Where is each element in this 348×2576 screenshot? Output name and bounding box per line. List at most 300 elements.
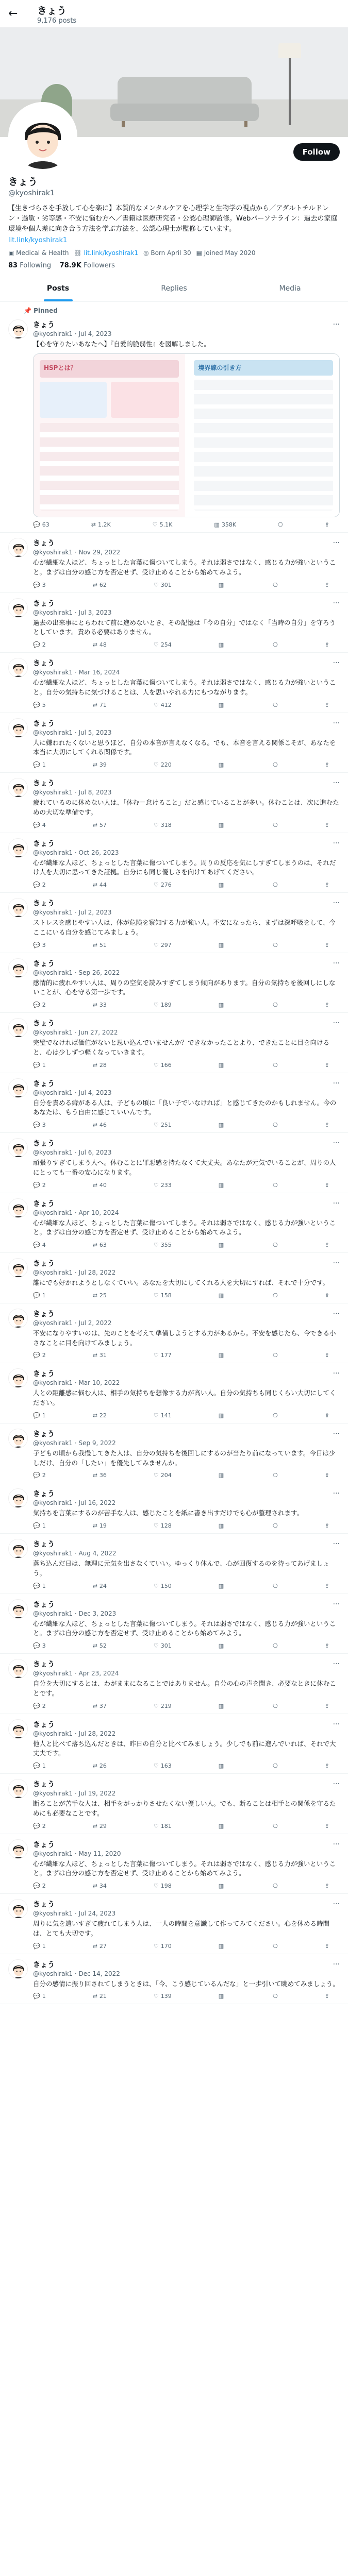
share-button[interactable] — [325, 1762, 329, 1769]
tweet[interactable] — [0, 1423, 348, 1484]
bookmark-icon: ⎔ — [273, 581, 278, 588]
infographic-left[interactable]: HSPとは？ — [34, 354, 185, 517]
tweet-avatar[interactable] — [8, 1839, 28, 1859]
tweet[interactable] — [0, 593, 348, 653]
bookmark-button[interactable] — [273, 1182, 278, 1189]
more-options-icon[interactable]: ··· — [333, 1019, 340, 1028]
repost-button[interactable]: ⇄ 52 — [92, 1642, 107, 1650]
reply-button[interactable]: 💬 2 — [33, 641, 46, 649]
share-button[interactable] — [325, 702, 329, 708]
tweet[interactable] — [0, 1654, 348, 1714]
tweet[interactable] — [0, 1133, 348, 1193]
repost-button[interactable]: ⇄ 44 — [92, 882, 107, 889]
tweet[interactable] — [0, 314, 348, 533]
repost-button[interactable]: ⇄ 26 — [92, 1762, 107, 1770]
tweet-avatar[interactable] — [8, 598, 28, 618]
tweet-avatar[interactable] — [8, 1198, 28, 1218]
reply-button[interactable]: 💬 1 — [33, 1582, 46, 1589]
bookmark-button[interactable] — [273, 1472, 278, 1479]
share-button[interactable] — [325, 882, 329, 888]
tweet-actions — [33, 1703, 340, 1709]
tweet-author-name[interactable]: きょう — [33, 1840, 55, 1849]
like-button[interactable]: ♡ 166 — [153, 1061, 172, 1069]
tweet-author-name[interactable]: きょう — [33, 599, 55, 608]
views-button[interactable] — [219, 1352, 226, 1359]
tab-replies[interactable]: Replies — [161, 284, 187, 293]
views-button[interactable] — [219, 1182, 226, 1189]
more-options-icon[interactable]: ··· — [333, 1489, 340, 1498]
tweet-avatar[interactable] — [8, 538, 28, 557]
like-button[interactable]: ♡ 318 — [153, 821, 172, 828]
bookmark-button[interactable] — [273, 1583, 278, 1589]
briefcase-icon: ▣ — [8, 249, 16, 257]
share-button[interactable] — [325, 1823, 329, 1829]
more-options-icon[interactable]: ··· — [333, 1840, 340, 1849]
repost-button[interactable]: ⇄ 57 — [92, 821, 107, 828]
share-button[interactable] — [325, 1062, 329, 1069]
views-button[interactable] — [219, 1242, 226, 1248]
tweet[interactable] — [0, 833, 348, 893]
reply-button[interactable]: 💬 2 — [33, 1352, 46, 1359]
tweet-handle-date: @kyoshirak1 · Jul 24, 2023 — [33, 1910, 116, 1918]
share-button[interactable] — [325, 822, 329, 828]
tweet-author-name[interactable]: きょう — [33, 1310, 55, 1318]
bookmark-button[interactable] — [273, 1352, 278, 1359]
tweet[interactable] — [0, 713, 348, 773]
share-icon: ⇪ — [324, 1292, 329, 1299]
views-button[interactable] — [219, 1823, 226, 1829]
tweet[interactable] — [0, 1073, 348, 1133]
tweet-avatar[interactable] — [8, 1599, 28, 1619]
pinned-label: 📌 Pinned — [24, 307, 58, 315]
more-options-icon[interactable]: ··· — [333, 779, 340, 788]
tweet[interactable] — [0, 1834, 348, 1894]
meta-category: ▣ Medical & Health — [8, 249, 69, 257]
more-options-icon[interactable]: ··· — [333, 1540, 340, 1549]
bookmark-button[interactable] — [273, 1292, 278, 1299]
like-button[interactable]: ♡ 128 — [153, 1522, 172, 1530]
bookmark-button[interactable] — [273, 641, 278, 648]
bookmark-button[interactable] — [273, 1002, 278, 1008]
share-button[interactable] — [325, 1242, 329, 1248]
repost-button[interactable]: ⇄ 1.2K — [91, 521, 111, 529]
repost-button[interactable]: ⇄ 37 — [92, 1702, 107, 1709]
tweet[interactable] — [0, 533, 348, 593]
repost-icon: ⇄ — [92, 761, 97, 769]
views-button[interactable] — [219, 1943, 226, 1950]
tweet-author-name[interactable]: きょう — [33, 321, 55, 330]
reply-button[interactable]: 💬 3 — [33, 581, 46, 588]
tweet-avatar[interactable] — [8, 1309, 28, 1328]
reply-button[interactable]: 💬 3 — [33, 1122, 46, 1129]
tweet-author-name[interactable]: きょう — [33, 719, 55, 728]
share-button[interactable] — [325, 1292, 329, 1299]
repost-icon: ⇄ — [92, 1352, 97, 1359]
reply-button[interactable]: 💬 5 — [33, 701, 46, 708]
like-button[interactable]: ♡ 254 — [153, 641, 172, 649]
tweet-actions — [33, 882, 340, 888]
tweet-author-name[interactable]: きょう — [33, 659, 55, 668]
more-options-icon[interactable]: ··· — [333, 659, 340, 668]
share-button[interactable] — [325, 1352, 329, 1359]
tweet[interactable] — [0, 1774, 348, 1834]
tweet[interactable] — [0, 1483, 348, 1534]
more-options-icon[interactable]: ··· — [333, 839, 340, 848]
bookmark-button[interactable] — [273, 1762, 278, 1769]
tweet-actions — [33, 1182, 340, 1189]
like-button[interactable]: ♡ 276 — [153, 882, 172, 889]
views-button[interactable] — [219, 761, 226, 768]
reply-button[interactable]: 💬 2 — [33, 882, 46, 889]
tab-media[interactable]: Media — [279, 284, 301, 293]
repost-button[interactable]: ⇄ 71 — [92, 701, 107, 708]
tweet[interactable] — [0, 1363, 348, 1423]
share-icon: ⇪ — [324, 1122, 329, 1129]
heart-icon: ♡ — [153, 761, 159, 769]
tweet-avatar[interactable] — [8, 1719, 28, 1739]
tweet-handle-date: @kyoshirak1 · Sep 26, 2022 — [33, 969, 120, 976]
repost-button[interactable]: ⇄ 24 — [92, 1582, 107, 1589]
tweet-avatar[interactable] — [8, 1078, 28, 1098]
tweet-author-name[interactable]: きょう — [33, 539, 55, 548]
tweet[interactable] — [0, 1894, 348, 1954]
bookmark-icon: ⎔ — [273, 1122, 278, 1129]
share-button[interactable] — [325, 1412, 329, 1419]
more-options-icon[interactable]: ··· — [333, 1720, 340, 1728]
like-button[interactable]: ♡ 355 — [153, 1242, 172, 1249]
tweet-author-name[interactable]: きょう — [33, 1140, 55, 1148]
tweet-author-name[interactable]: きょう — [33, 839, 55, 848]
repost-icon: ⇄ — [92, 1993, 97, 2000]
repost-button[interactable]: ⇄ 31 — [92, 1352, 107, 1359]
more-options-icon[interactable]: ··· — [333, 1079, 340, 1088]
reply-button[interactable]: 💬 4 — [33, 1242, 46, 1249]
views-button[interactable] — [219, 1002, 226, 1008]
tweet-text: 人に嫌われたくないと思うほど、自分の本音が言えなくなる。でも、本音を言える関係こそが、あなたを本当に大切にしてくれる関係です。 — [33, 738, 336, 756]
like-button[interactable]: ♡ 220 — [153, 761, 172, 769]
tweet-author-name[interactable]: きょう — [33, 1079, 55, 1088]
reply-button[interactable]: 💬 4 — [33, 821, 46, 828]
tweet-author-name[interactable]: きょう — [33, 1260, 55, 1268]
repost-button[interactable]: ⇄ 22 — [92, 1412, 107, 1419]
views-button[interactable] — [219, 1583, 226, 1589]
bookmark-button[interactable] — [273, 1062, 278, 1069]
bookmark-button[interactable] — [273, 1642, 278, 1649]
more-options-icon[interactable]: ··· — [333, 1600, 340, 1608]
share-button[interactable] — [325, 1943, 329, 1950]
tweet-author-name[interactable]: きょう — [33, 1600, 55, 1609]
like-button[interactable]: ♡ 233 — [153, 1181, 172, 1189]
reply-button[interactable]: 💬 1 — [33, 1292, 46, 1299]
tweet-author-name[interactable]: きょう — [33, 900, 55, 908]
repost-button[interactable]: ⇄ 48 — [92, 641, 107, 649]
views-button[interactable] — [219, 1122, 226, 1128]
more-options-icon[interactable]: ··· — [333, 1139, 340, 1148]
tweet-avatar[interactable] — [8, 1368, 28, 1388]
repost-button[interactable]: ⇄ 62 — [92, 581, 107, 588]
reply-button[interactable]: 💬 1 — [33, 1993, 46, 2000]
views-button[interactable] — [219, 882, 226, 888]
like-button[interactable]: ♡ 301 — [153, 1642, 172, 1650]
tweet-avatar[interactable] — [8, 1258, 28, 1278]
share-button[interactable] — [325, 1703, 329, 1709]
repost-button[interactable]: ⇄ 40 — [92, 1181, 107, 1189]
reply-button[interactable]: 💬 2 — [33, 1002, 46, 1009]
share-button[interactable] — [325, 1583, 329, 1589]
tweet-author-name[interactable]: きょう — [33, 1540, 55, 1549]
tweet-avatar[interactable] — [8, 1899, 28, 1919]
reply-button[interactable]: 💬 1 — [33, 1522, 46, 1530]
more-options-icon[interactable]: ··· — [333, 599, 340, 607]
heart-icon: ♡ — [153, 1242, 159, 1249]
bookmark-button[interactable] — [273, 702, 278, 708]
like-button[interactable]: ♡ 297 — [153, 941, 172, 948]
tweet-body — [33, 319, 340, 528]
tweet-avatar[interactable] — [8, 778, 28, 798]
reply-button[interactable]: 💬 2 — [33, 1883, 46, 1890]
follow-button[interactable]: Follow — [293, 143, 340, 161]
tweet[interactable] — [0, 1013, 348, 1073]
tweet-avatar[interactable] — [8, 1959, 28, 1979]
like-button[interactable]: ♡ 158 — [153, 1292, 172, 1299]
like-button[interactable]: ♡ 204 — [153, 1472, 172, 1479]
reply-button[interactable]: 💬 63 — [33, 521, 49, 529]
like-button[interactable]: ♡ 170 — [153, 1942, 172, 1950]
tweet[interactable] — [0, 773, 348, 833]
views-button[interactable] — [219, 1522, 226, 1529]
repost-button[interactable]: ⇄ 33 — [92, 1002, 107, 1009]
reply-button[interactable]: 💬 2 — [33, 1702, 46, 1709]
tweet-avatar[interactable] — [8, 898, 28, 918]
tweet[interactable] — [0, 1303, 348, 1364]
repost-button[interactable]: ⇄ 27 — [92, 1942, 107, 1950]
tweet[interactable] — [0, 1193, 348, 1253]
more-options-icon[interactable]: ··· — [333, 1369, 340, 1378]
like-button[interactable]: ♡ 301 — [153, 581, 172, 588]
bookmark-button[interactable] — [273, 1943, 278, 1950]
tweet-author-name[interactable]: きょう — [33, 1199, 55, 1208]
reply-button[interactable]: 💬 2 — [33, 1822, 46, 1829]
tweet[interactable] — [0, 1954, 348, 2005]
more-options-icon[interactable]: ··· — [333, 899, 340, 908]
share-button[interactable] — [325, 1993, 329, 1999]
tweet-author-name[interactable]: きょう — [33, 1901, 55, 1909]
tweet-author-name[interactable]: きょう — [33, 1370, 55, 1379]
repost-button[interactable]: ⇄ 25 — [92, 1292, 107, 1299]
views-button[interactable] — [219, 641, 226, 648]
like-button[interactable]: ♡ 5.1K — [152, 521, 173, 529]
repost-button[interactable]: ⇄ 63 — [92, 1242, 107, 1249]
more-options-icon[interactable]: ··· — [333, 1429, 340, 1438]
tweet[interactable] — [0, 1253, 348, 1303]
reply-button[interactable]: 💬 1 — [33, 761, 46, 769]
reply-button[interactable]: 💬 1 — [33, 1942, 46, 1950]
tweet-image[interactable] — [33, 353, 340, 517]
more-options-icon[interactable]: ··· — [333, 320, 340, 329]
tweet-author-name[interactable]: きょう — [33, 1430, 55, 1438]
like-button[interactable]: ♡ 163 — [153, 1762, 172, 1770]
profile-bio-link[interactable]: lit.link/kyoshirak1 — [8, 236, 68, 245]
share-button[interactable] — [325, 1122, 329, 1128]
reply-button[interactable]: 💬 3 — [33, 941, 46, 948]
like-button[interactable]: ♡ 181 — [153, 1822, 172, 1829]
followers-count[interactable]: 78.9K Followers — [59, 262, 115, 270]
reply-button[interactable]: 💬 3 — [33, 1642, 46, 1650]
bookmark-button[interactable] — [273, 882, 278, 888]
share-button[interactable] — [325, 1642, 329, 1649]
tweet-avatar[interactable] — [8, 958, 28, 978]
views-icon: ▥ — [218, 1993, 224, 2000]
like-button[interactable]: ♡ 141 — [153, 1412, 172, 1419]
bookmark-button[interactable] — [273, 1823, 278, 1829]
tweet[interactable] — [0, 1534, 348, 1594]
views-button[interactable] — [219, 1993, 226, 1999]
more-options-icon[interactable]: ··· — [333, 1199, 340, 1208]
bookmark-button[interactable] — [273, 1242, 278, 1248]
bookmark-button[interactable] — [273, 761, 278, 768]
tweet-author-name[interactable]: きょう — [33, 1781, 55, 1789]
reply-button[interactable]: 💬 1 — [33, 1762, 46, 1770]
like-button[interactable]: ♡ 219 — [153, 1702, 172, 1709]
tweet-avatar[interactable] — [8, 838, 28, 858]
tweet-author-name[interactable]: きょう — [33, 959, 55, 968]
tweet-avatar[interactable] — [8, 1488, 28, 1508]
tweet-text: 周りに気を遣いすぎて疲れてしまう人は、一人の時間を意識して作ってみてください。心を休める時間は、とても大切です。 — [33, 1920, 330, 1937]
tweet-author-name[interactable]: きょう — [33, 1660, 55, 1669]
share-button[interactable] — [325, 942, 329, 948]
reply-button[interactable]: 💬 1 — [33, 1061, 46, 1069]
tweet[interactable] — [0, 653, 348, 713]
share-button[interactable] — [325, 1182, 329, 1189]
more-options-icon[interactable]: ··· — [333, 1309, 340, 1318]
views-button[interactable] — [219, 1883, 226, 1889]
repost-icon: ⇄ — [92, 1122, 97, 1129]
share-button[interactable] — [325, 761, 329, 768]
like-button[interactable]: ♡ 139 — [153, 1993, 172, 2000]
like-button[interactable]: ♡ 198 — [153, 1883, 172, 1890]
bookmark-button[interactable] — [278, 521, 283, 528]
bookmark-button[interactable] — [273, 822, 278, 828]
views-button[interactable] — [219, 1642, 226, 1649]
following-count[interactable]: 83 Following — [8, 262, 52, 270]
more-options-icon[interactable]: ··· — [333, 539, 340, 548]
like-button[interactable]: ♡ 412 — [153, 701, 172, 708]
bookmark-button[interactable] — [273, 1993, 278, 1999]
reply-button[interactable]: 💬 2 — [33, 1181, 46, 1189]
tweet-author-name[interactable]: きょう — [33, 1490, 55, 1499]
tweet[interactable] — [0, 1714, 348, 1774]
tweet-author-name[interactable]: きょう — [33, 1720, 55, 1729]
tweet-avatar[interactable] — [8, 1539, 28, 1558]
tweet-author-name[interactable]: きょう — [33, 1020, 55, 1028]
more-options-icon[interactable]: ··· — [333, 719, 340, 727]
views-button[interactable] — [219, 1703, 226, 1709]
tweet-avatar[interactable] — [8, 319, 28, 339]
more-options-icon[interactable]: ··· — [333, 1660, 340, 1669]
views-button[interactable] — [219, 582, 226, 588]
more-options-icon[interactable]: ··· — [333, 1259, 340, 1268]
tweet-avatar[interactable] — [8, 1018, 28, 1038]
tweet[interactable] — [0, 953, 348, 1013]
bookmark-button[interactable] — [273, 1883, 278, 1889]
bookmark-button[interactable] — [273, 1122, 278, 1128]
bookmark-button[interactable] — [273, 582, 278, 588]
views-button[interactable] — [219, 702, 226, 708]
back-arrow-icon[interactable]: ← — [8, 7, 18, 20]
views-button[interactable] — [219, 1762, 226, 1769]
like-button[interactable]: ♡ 251 — [153, 1122, 172, 1129]
tweet-avatar[interactable] — [8, 1429, 28, 1448]
repost-icon: ⇄ — [92, 1822, 97, 1829]
bookmark-button[interactable] — [273, 942, 278, 948]
bookmark-button[interactable] — [273, 1412, 278, 1419]
views-icon: ▥ — [218, 1002, 224, 1009]
reply-button[interactable]: 💬 2 — [33, 1472, 46, 1479]
tweet[interactable] — [0, 893, 348, 953]
tweet-avatar[interactable] — [8, 658, 28, 677]
repost-button[interactable]: ⇄ 46 — [92, 1122, 107, 1129]
repost-button[interactable]: ⇄ 21 — [92, 1993, 107, 2000]
views-button[interactable] — [219, 1472, 226, 1479]
like-button[interactable]: ♡ 177 — [153, 1352, 172, 1359]
repost-button[interactable]: ⇄ 39 — [92, 761, 107, 769]
tab-posts[interactable]: Posts — [0, 276, 116, 301]
like-button[interactable]: ♡ 189 — [153, 1002, 172, 1009]
tweet-avatar[interactable] — [8, 1779, 28, 1799]
more-options-icon[interactable]: ··· — [333, 959, 340, 968]
share-button[interactable] — [325, 521, 329, 528]
like-button[interactable]: ♡ 150 — [153, 1582, 172, 1589]
views-button[interactable] — [219, 1292, 226, 1299]
repost-icon: ⇄ — [92, 941, 97, 948]
heart-icon: ♡ — [153, 581, 159, 588]
tweet-avatar[interactable] — [8, 718, 28, 738]
views-button[interactable] — [219, 1412, 226, 1419]
bookmark-button[interactable] — [273, 1522, 278, 1529]
reply-button[interactable]: 💬 1 — [33, 1412, 46, 1419]
bookmark-icon: ⎔ — [273, 761, 278, 769]
bookmark-button[interactable] — [273, 1703, 278, 1709]
share-button[interactable] — [325, 1002, 329, 1008]
tweet-author-name[interactable]: きょう — [33, 1960, 55, 1969]
share-button[interactable] — [325, 582, 329, 588]
meta-link[interactable]: ⛓ lit.link/kyoshirak1 — [74, 249, 139, 257]
views-button[interactable] — [219, 822, 226, 828]
share-button[interactable] — [325, 1883, 329, 1889]
views-button[interactable] — [219, 942, 226, 948]
profile-avatar[interactable] — [8, 102, 77, 171]
tweet[interactable] — [0, 1594, 348, 1654]
views-button[interactable]: ▥ 358K — [214, 521, 237, 529]
tweet-avatar[interactable] — [8, 1659, 28, 1679]
repost-button[interactable]: ⇄ 34 — [92, 1883, 107, 1890]
repost-button[interactable]: ⇄ 28 — [92, 1061, 107, 1069]
share-button[interactable] — [325, 1472, 329, 1479]
more-options-icon[interactable]: ··· — [333, 1900, 340, 1909]
more-options-icon[interactable]: ··· — [333, 1780, 340, 1789]
more-options-icon[interactable]: ··· — [333, 1960, 340, 1969]
infographic-right[interactable]: 境界線の引き方 — [188, 354, 339, 517]
tweet-avatar[interactable] — [8, 1138, 28, 1158]
repost-button[interactable]: ⇄ 29 — [92, 1822, 107, 1829]
share-button[interactable] — [325, 1522, 329, 1529]
repost-button[interactable]: ⇄ 51 — [92, 941, 107, 948]
share-button[interactable] — [325, 641, 329, 648]
views-button[interactable] — [219, 1062, 226, 1069]
repost-button[interactable]: ⇄ 36 — [92, 1472, 107, 1479]
tweet-author-name[interactable]: きょう — [33, 779, 55, 788]
repost-button[interactable]: ⇄ 19 — [92, 1522, 107, 1530]
